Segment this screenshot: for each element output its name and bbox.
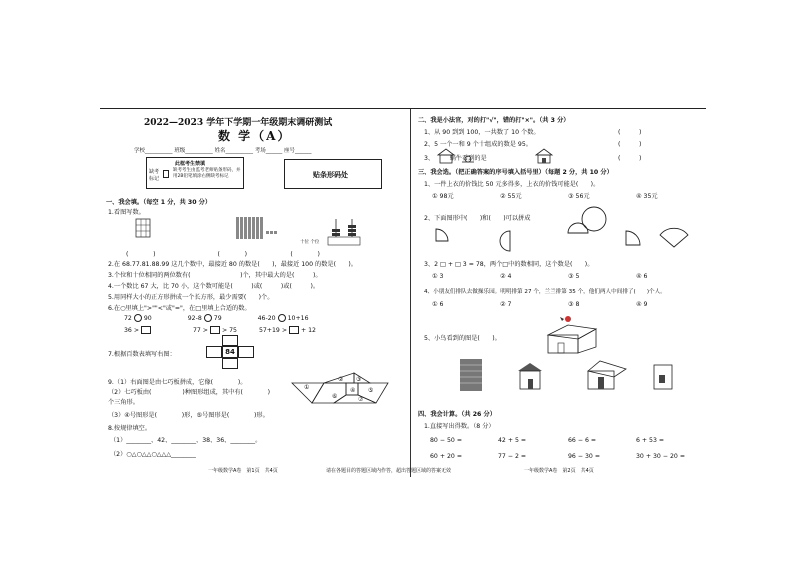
calc-title: 1.直接写出得数。（8 分）	[424, 423, 495, 430]
choice-1-option[interactable]: ① 98元	[432, 193, 454, 200]
question-7: 7.根据百数表填写右图：	[108, 351, 176, 358]
house-view-icon	[536, 149, 552, 163]
place-value-label: 十位 个位	[300, 240, 320, 245]
section-2-title: 二、我是小法官，对的打"√"，错的打"×"。（共 3 分）	[418, 117, 570, 124]
choice-1-option[interactable]: ③ 56元	[568, 193, 590, 200]
question-8: 8.按规律填空。	[108, 425, 152, 432]
abacus-icon	[328, 219, 360, 245]
circle-target-icon	[582, 207, 606, 231]
compare-value: + 12	[300, 327, 316, 334]
choice-1-option[interactable]: ② 55元	[500, 193, 522, 200]
roof-top-view-icon	[460, 359, 482, 391]
quarter-circle-icon	[436, 229, 448, 241]
choice-4-option[interactable]: ④ 9	[636, 301, 648, 308]
compare-value: 77 >	[192, 327, 208, 334]
calc-item[interactable]: 80 − 50 =	[430, 437, 463, 444]
compare-value: 92-8	[187, 315, 202, 322]
left-page	[106, 113, 406, 473]
compare-row-1	[124, 314, 309, 322]
calc-item[interactable]: 66 − 6 =	[568, 437, 597, 444]
question-1: 1.看图写数。	[108, 209, 145, 216]
house-side-view-icon	[588, 361, 626, 389]
judge-3-pictures	[438, 149, 558, 165]
question-9-part-2: （2）七巧板由( )种图形组成，其中有( )个三角形。	[108, 389, 271, 406]
choice-3-option[interactable]: ④ 6	[636, 273, 648, 280]
tangram-label: ②	[338, 376, 344, 383]
compare-value: 72	[124, 315, 132, 322]
exam-title: 2022—2023 学年下学期一年级期末调研测试	[144, 118, 333, 128]
compare-value: 57+19 >	[258, 327, 288, 334]
section-3-title: 三、我会选。（把正确答案的序号填入括号里）（每题 2 分，共 10 分）	[418, 169, 613, 176]
half-circle-icon	[568, 223, 588, 233]
choice-4-option[interactable]: ① 6	[432, 301, 444, 308]
judge-2-answer[interactable]: ( )	[618, 141, 642, 148]
barcode-label: 贴条形码处	[313, 171, 348, 179]
question-6: 6.在○里填上">""<"或"="，在□里填上合适的数。	[108, 305, 251, 312]
house-icon	[438, 149, 454, 163]
tangram-label: ⑥	[332, 393, 338, 400]
question-8-part-2: （2）○△○△△○△△△________	[110, 451, 196, 458]
compare-value: 90	[143, 315, 152, 322]
question-4: 4.一个数比 67 大，比 70 小，这个数可能是( )或( )或( )。	[108, 283, 320, 290]
barcode-box	[284, 159, 382, 189]
compare-circle[interactable]	[134, 314, 142, 322]
calc-item[interactable]: 60 + 20 =	[430, 453, 463, 460]
footer-right: 一年级数学A卷 第2页 共4页	[524, 468, 594, 474]
question-8-part-1: （1）________、42、________、38、36、________。	[110, 437, 262, 444]
hundred-cell-bottom[interactable]	[222, 358, 238, 369]
judge-3: 3、 蜗牛看到的是	[424, 155, 487, 162]
compare-value: 36 >	[124, 327, 140, 334]
counting-pictures	[136, 217, 396, 247]
choice-3-option[interactable]: ② 4	[500, 273, 512, 280]
choice-1: 1、一件上衣的价钱比 50 元多得多，上衣的价钱可能是( )。	[424, 181, 600, 188]
tangram-boat	[284, 371, 404, 411]
house-3d-icon	[548, 325, 596, 353]
bird-icon	[560, 316, 571, 322]
cube-block-icon	[136, 219, 150, 237]
calc-item[interactable]: 96 − 30 =	[568, 453, 601, 460]
tangram-label: ⑦	[358, 396, 364, 403]
half-circle-icon	[500, 231, 510, 251]
calc-item[interactable]: 30 + 30 − 20 =	[636, 453, 686, 460]
notice-label: 缺考标记	[149, 169, 160, 182]
calc-item[interactable]: 42 + 5 =	[498, 437, 527, 444]
tens-rods-icon	[236, 217, 277, 239]
exam-subject: 数 学（A）	[218, 129, 292, 143]
footer-left: 一年级数学A卷 第1页 共4页	[208, 468, 278, 474]
tangram-label: ①	[304, 384, 310, 391]
answer-box[interactable]	[141, 326, 151, 334]
choice-4-option[interactable]: ③ 8	[568, 301, 580, 308]
tangram-label: ③	[356, 376, 362, 383]
house-front-view-icon	[518, 363, 542, 389]
judge-1-answer[interactable]: ( )	[618, 129, 642, 136]
hundred-cell-right[interactable]	[238, 346, 254, 358]
judge-3-answer[interactable]: ( )	[618, 155, 642, 162]
student-info-line[interactable]: 学校__________ 班级__________ 姓名__________ 考场______ 座号______	[134, 148, 312, 154]
choice-3: 3、2 □ + □ 3 = 78，两个□中的数相同，这个数是( )。	[424, 261, 594, 268]
right-page	[418, 115, 704, 475]
question-9-part-3: （3）④号图形是( )形，⑤号图形是( )形。	[108, 412, 269, 419]
q1-answer-blanks[interactable]: ( ) ( ) ( )	[126, 251, 320, 258]
hundred-cell-top[interactable]	[222, 335, 238, 346]
tangram-label: ④	[350, 387, 356, 394]
quarter-circle-icon	[626, 231, 640, 245]
compare-value: 46-20	[257, 315, 276, 322]
question-5: 5.用同样大小的正方形拼成一个长方形，最少需要( )个。	[108, 294, 274, 301]
choice-5: 5、小鸟看到的图是( )。	[424, 335, 501, 342]
hundred-cell-left[interactable]	[206, 346, 222, 358]
snail-icon	[462, 156, 474, 162]
question-3: 3.个位和十位相同的两位数有( )个，其中最大的是( )。	[108, 272, 322, 279]
judge-1: 1、从 90 到到 100，一共数了 10 个数。	[424, 129, 540, 136]
answer-box[interactable]	[210, 326, 220, 334]
choice-2: 2、下面图形中( )和( )可以拼成	[424, 215, 531, 222]
absent-mark-box[interactable]	[163, 170, 169, 178]
choice-4-option[interactable]: ② 7	[500, 301, 512, 308]
compare-value: 79	[213, 315, 222, 322]
compare-row-2	[124, 326, 316, 334]
calc-item[interactable]: 6 + 53 =	[636, 437, 665, 444]
notice-box	[146, 157, 244, 189]
calc-item[interactable]: 77 − 2 =	[498, 453, 527, 460]
section-4-title: 四、我会计算。（共 26 分）	[418, 411, 496, 418]
section-1-title: 一、我会填。（每空 1 分，共 30 分）	[106, 199, 212, 206]
answer-box[interactable]	[289, 326, 299, 334]
choice-5-pictures	[418, 315, 704, 401]
choice-1-option[interactable]: ④ 35元	[636, 193, 658, 200]
judge-2: 2、5 一个一和 9 个十组成的数是 95。	[424, 141, 532, 148]
choice-4: 4、小朋友们排队去做操乐园。明明排第 27 个，兰兰排第 35 个，他们两人中间排了( )个人。	[424, 289, 666, 295]
footer-middle: 请在各题目的答题区域内作答，超出答题区域的答案无效	[326, 468, 452, 474]
choice-3-option[interactable]: ① 3	[432, 273, 444, 280]
choice-2-shapes	[418, 205, 704, 255]
notice-title: 此框考生禁填	[175, 161, 206, 167]
compare-value: > 75	[221, 327, 237, 334]
notice-text: 缺考考生由监考老师贴条形码，并用2B铅笔填涂右侧缺考标记	[173, 168, 241, 179]
page-divider	[410, 109, 411, 477]
sector-icon	[660, 228, 688, 247]
question-9-part-1: 9.（1）右面图是由七巧板拼成，它像( )。	[108, 379, 247, 386]
choice-3-option[interactable]: ③ 5	[568, 273, 580, 280]
hundred-cell-center: 84	[222, 346, 238, 358]
compare-circle[interactable]	[278, 314, 286, 322]
box-side-icon	[654, 365, 672, 389]
compare-circle[interactable]	[204, 314, 212, 322]
compare-value: 10+16	[287, 315, 309, 322]
exam-sheet	[100, 108, 706, 480]
tangram-label: ⑤	[368, 387, 374, 394]
question-2: 2.在 68.77.81.88.99 这几个数中，最接近 80 的数是( )，最接近 100 的数是( )。	[108, 261, 357, 268]
